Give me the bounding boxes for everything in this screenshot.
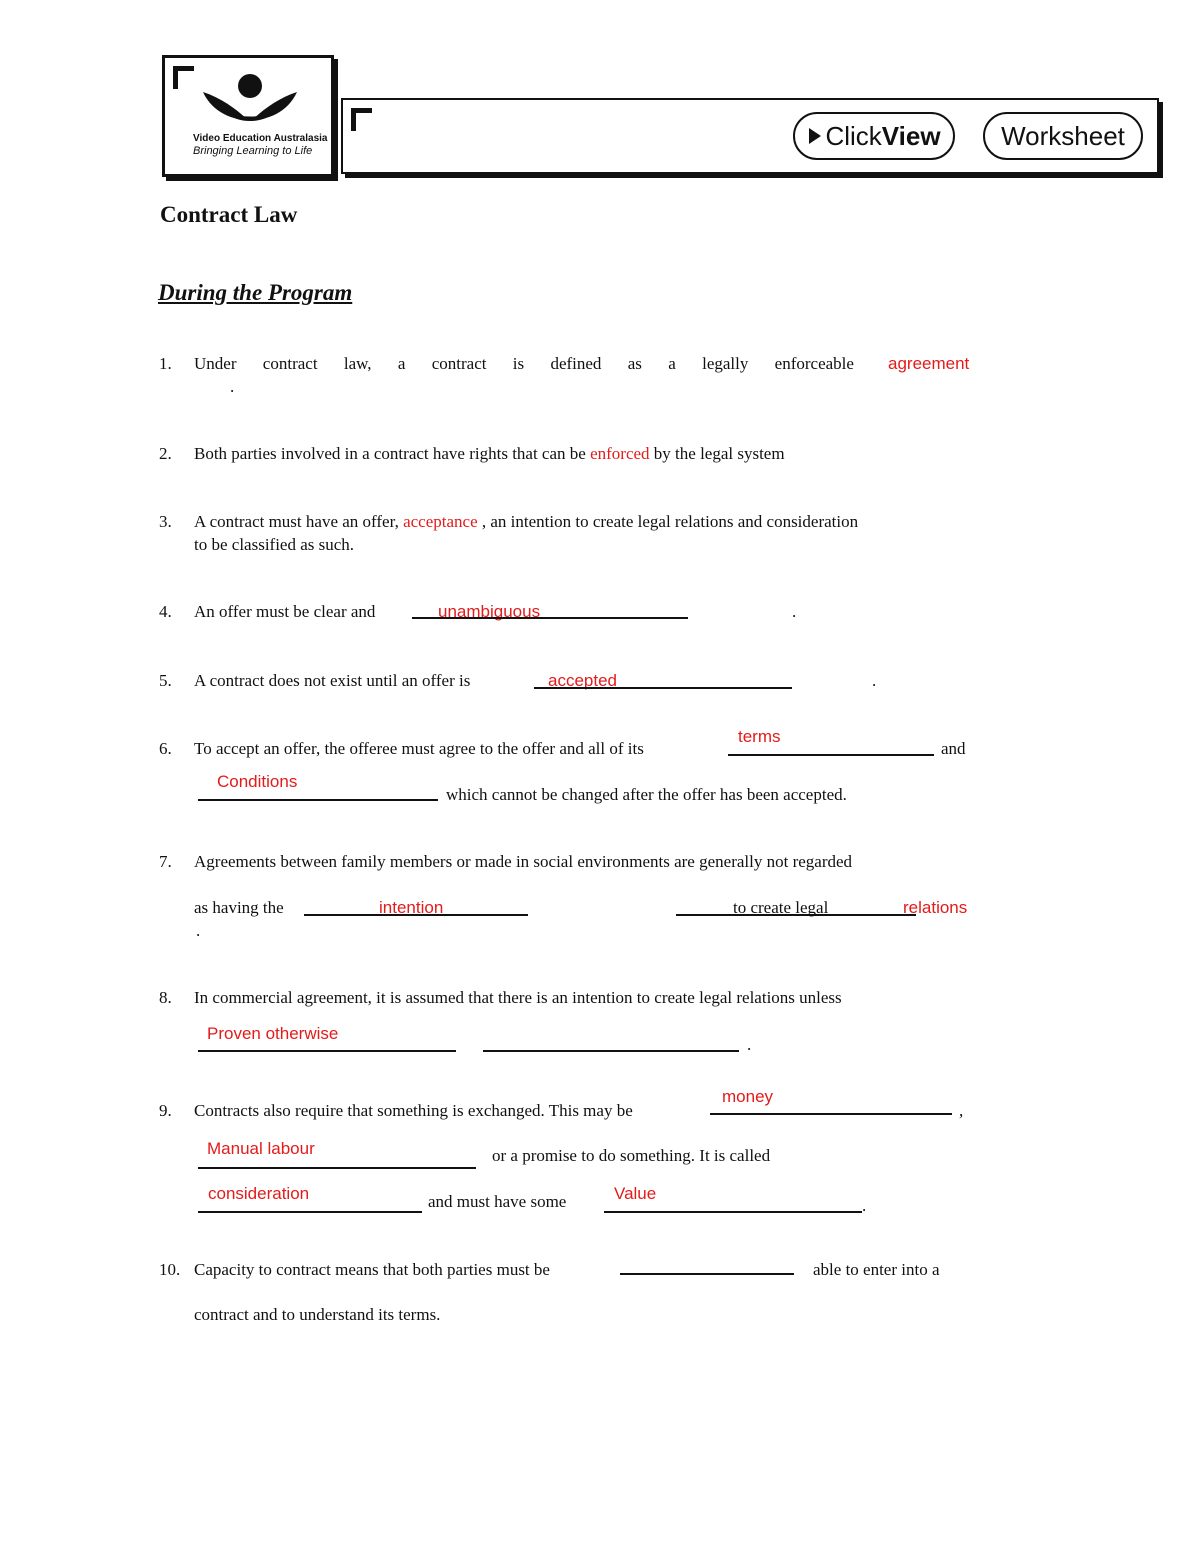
answer-relations[interactable]: relations <box>903 898 968 917</box>
answer-conditions[interactable]: Conditions <box>217 772 298 791</box>
answer-accepted[interactable]: accepted <box>548 671 617 690</box>
question-6-and: and <box>941 739 966 758</box>
page-title: Contract Law <box>160 202 298 227</box>
question-number: 2. <box>159 444 172 463</box>
question-number: 8. <box>159 988 172 1007</box>
question-5-tail: . <box>872 671 877 690</box>
question-7-before: as having the <box>194 898 284 917</box>
logo-frame <box>162 55 334 177</box>
question-number: 6. <box>159 739 172 758</box>
question-9-text: Contracts also require that something is exchanged. This may be <box>194 1101 633 1120</box>
word: a <box>668 354 676 373</box>
clickview-suffix: View <box>881 120 941 151</box>
question-2-text <box>194 445 785 462</box>
blank-line <box>198 1167 476 1169</box>
question-9-comma: , <box>959 1101 964 1120</box>
section-heading: During the Program <box>158 280 353 305</box>
blank-line <box>604 1211 862 1213</box>
question-text: A contract must have an offer, <box>194 512 404 531</box>
blank-line <box>483 1050 739 1052</box>
question-number: 7. <box>159 852 172 871</box>
question-4-text: An offer must be clear and <box>194 602 376 621</box>
worksheet-badge: Worksheet <box>983 112 1143 160</box>
question-7-mid: to create legal <box>733 898 829 917</box>
question-7-tail: . <box>196 921 201 940</box>
question-10-after: able to enter into a <box>813 1260 940 1279</box>
question-number: 1. <box>159 354 172 373</box>
blank-line <box>304 914 528 916</box>
org-tagline: Bringing Learning to Life <box>193 145 313 157</box>
question-10-line-2: contract and to understand its terms. <box>194 1305 441 1324</box>
question-1-text <box>194 355 854 372</box>
question-text: , an intention to create legal relations and consideration <box>477 512 859 531</box>
word: a <box>397 354 406 373</box>
word: enforceable <box>774 354 854 373</box>
word: is <box>512 354 525 373</box>
question-10-text: Capacity to contract means that both parties must be <box>194 1260 550 1279</box>
word: defined <box>550 354 602 373</box>
answer-manual-labour[interactable]: Manual labour <box>207 1139 315 1158</box>
question-9-mid-2: and must have some <box>428 1192 567 1211</box>
question-3-line-2: to be classified as such. <box>194 535 355 554</box>
corner-mark <box>173 66 194 89</box>
answer-value[interactable]: Value <box>614 1184 657 1203</box>
word: as <box>627 354 642 373</box>
question-number: 4. <box>159 602 172 621</box>
blank-line <box>412 617 688 619</box>
answer-enforced[interactable]: enforced <box>590 444 650 463</box>
blank-line <box>710 1113 952 1115</box>
clickview-prefix: Click <box>825 120 882 151</box>
word: Under <box>194 354 237 373</box>
blank-line <box>198 1211 422 1213</box>
question-3-text <box>194 513 858 530</box>
vea-logo-icon <box>195 68 305 130</box>
blank-line[interactable] <box>620 1273 794 1275</box>
answer-money[interactable]: money <box>722 1087 774 1106</box>
blank-line <box>534 687 792 689</box>
question-number: 3. <box>159 512 172 531</box>
answer-consideration[interactable]: consideration <box>208 1184 310 1203</box>
question-text: by the legal system <box>649 444 785 463</box>
answer-terms[interactable]: terms <box>738 727 781 746</box>
word: contract <box>431 354 487 373</box>
word: law, <box>343 354 372 373</box>
header-banner <box>341 98 1159 174</box>
question-7-line-1: Agreements between family members or made in social environments are generally not regarded <box>194 852 853 871</box>
question-8-line-1: In commercial agreement, it is assumed that there is an intention to create legal relations unless <box>194 988 842 1007</box>
answer-intention[interactable]: intention <box>379 898 444 917</box>
question-9-tail: . <box>862 1196 867 1215</box>
question-4-tail: . <box>792 602 797 621</box>
question-6-after: which cannot be changed after the offer has been accepted. <box>446 785 847 804</box>
blank-line <box>198 1050 456 1052</box>
question-number: 9. <box>159 1101 172 1120</box>
play-icon <box>807 126 823 146</box>
question-9-mid: or a promise to do something. It is called <box>492 1146 771 1165</box>
answer-agreement[interactable]: agreement <box>888 354 970 373</box>
org-name: Video Education Australasia <box>193 133 328 144</box>
corner-mark <box>351 108 372 131</box>
clickview-logo <box>793 112 955 160</box>
blank-line <box>198 799 438 801</box>
question-number: 10. <box>159 1260 181 1279</box>
question-6-text: To accept an offer, the offeree must agree to the offer and all of its <box>194 739 644 758</box>
answer-proven-otherwise[interactable]: Proven otherwise <box>207 1024 339 1043</box>
question-number: 5. <box>159 671 172 690</box>
question-text: Both parties involved in a contract have rights that can be <box>194 444 591 463</box>
blank-line <box>728 754 934 756</box>
question-5-text: A contract does not exist until an offer is <box>194 671 471 690</box>
question-1-tail: . <box>230 377 235 396</box>
answer-unambiguous[interactable]: unambiguous <box>438 602 541 621</box>
word: contract <box>262 354 318 373</box>
word: legally <box>702 354 749 373</box>
question-8-tail: . <box>747 1035 752 1054</box>
answer-acceptance[interactable]: acceptance <box>403 512 478 531</box>
